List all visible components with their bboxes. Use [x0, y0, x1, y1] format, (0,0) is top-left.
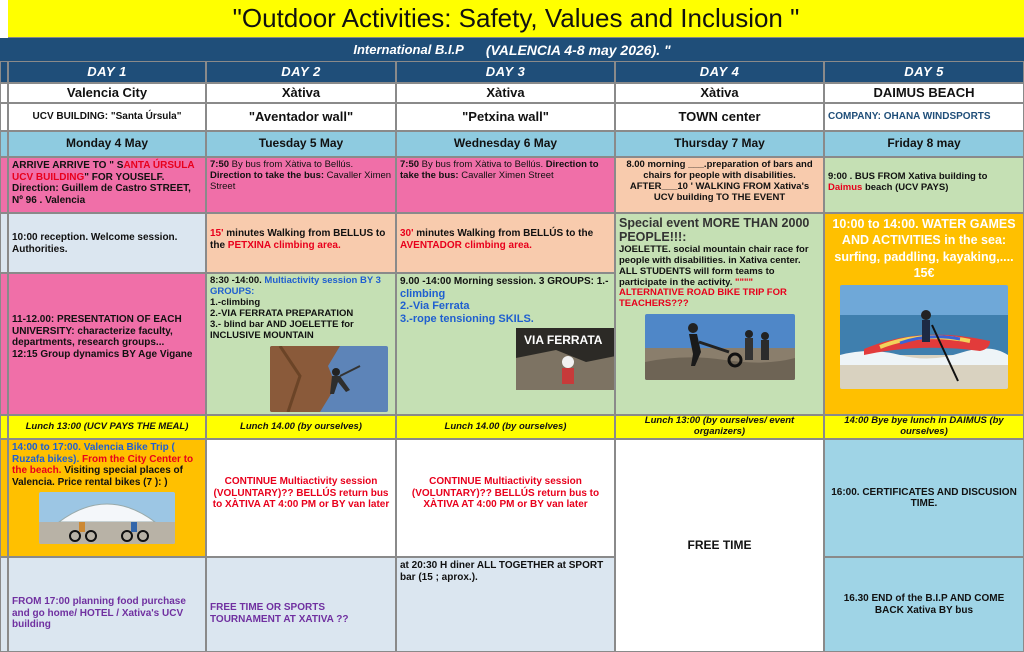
day-1-place: Valencia City [8, 83, 206, 103]
day-3-date: Wednesday 6 May [396, 131, 615, 157]
day-1-bike-trip: 14:00 to 17:00. Valencia Bike Trip ( Ruzafa bikes). From the City Center to the beach. Visiting special places of Valencia. Price rental bikes (7 ): ) [8, 439, 206, 557]
subtitle-dates: (VALENCIA 4-8 may 2026). " [485, 41, 671, 58]
paddle-surf-photo [840, 285, 1008, 389]
day-4-special-event: Special event MORE THAN 2000 PEOPLE!!!: JOELETTE. social mountain chair race for people with disabilities. in Xativa center. ALL STUDENTS will form teams to participate in the activity. """" ALTERNATIVE ROAD BIKE TRIP FOR TEACHERS??? [615, 213, 824, 415]
day-3-morning-session: 9.00 -14:00 Morning session. 3 GROUPS: 1.- climbing 2.-Via Ferrata 3.-rope tensioning SKILS. VIA FERRATA [396, 273, 615, 415]
day-3-dinner: at 20:30 H diner ALL TOGETHER at SPORT bar (15 ; aprox.). [396, 557, 615, 652]
day-4-venue: TOWN center [615, 103, 824, 131]
day-1-venue: UCV BUILDING: "Santa Úrsula" [8, 103, 206, 131]
row-edge [0, 103, 8, 131]
row-edge [0, 61, 8, 83]
row-edge [0, 83, 8, 103]
day-4-morning: 8.00 morning ___.preparation of bars and chairs for people with disabilities. AFTER___10 ' WALKING FROM Xativa's UCV building TO THE EVENT [615, 157, 824, 213]
day-2-lunch: Lunch 14.00 (by ourselves) [206, 415, 396, 439]
day-3-place: Xàtiva [396, 83, 615, 103]
day-5-end: 16.30 END of the B.I.P AND COME BACK Xativa BY bus [824, 557, 1024, 652]
day-2-evening: FREE TIME OR SPORTS TOURNAMENT AT XATIVA ?? [206, 557, 396, 652]
day-5-water-activities: 10:00 to 14:00. WATER GAMES AND ACTIVITIES in the sea: surfing, paddling, kayaking,.... 15€ [824, 213, 1024, 415]
day-2-multiactivity: 8:30 -14:00. Multiactivity session BY 3 GROUPS: 1.-climbing 2.-VIA FERRATA PREPARATION 3.- blind bar AND JOELETTE for INCLUSIVE MOUNTAIN [206, 273, 396, 415]
day-4-lunch: Lunch 13:00 (by ourselves/ event organizers) [615, 415, 824, 439]
day-3-header: DAY 3 [396, 61, 615, 83]
via-ferrata-label: VIA FERRATA [524, 333, 603, 348]
row-edge [0, 415, 8, 439]
day-2-place: Xàtiva [206, 83, 396, 103]
day-5-date: Friday 8 may [824, 131, 1024, 157]
day-4-free-time: FREE TIME [615, 439, 824, 652]
joelette-race-photo [645, 314, 795, 380]
day-4-header: DAY 4 [615, 61, 824, 83]
day-1-lunch: Lunch 13:00 (UCV PAYS THE MEAL) [8, 415, 206, 439]
day-1-presentation: 11-12.00: PRESENTATION OF EACH UNIVERSITY: characterize faculty, departments, research groups... 12:15 Group dynamics BY Age Vigane [8, 273, 206, 415]
day-2-venue: "Aventador wall" [206, 103, 396, 131]
day-2-walk: 15' minutes Walking from BELLUS to the PETXINA climbing area. [206, 213, 396, 273]
day-2-continue: CONTINUE Multiactivity session (VOLUNTARY)?? BELLÚS return bus to XÀTIVA AT 4:00 PM or BY van later [206, 439, 396, 557]
day-5-lunch: 14:00 Bye bye lunch in DAIMUS (by ourselves) [824, 415, 1024, 439]
climbing-photo [270, 346, 388, 412]
row-edge [0, 131, 8, 157]
schedule-table [0, 61, 1024, 650]
row-edge [0, 557, 8, 652]
day-5-certificates: 16:00. CERTIFICATES AND DISCUSION TIME. [824, 439, 1024, 557]
day-1-reception: 10:00 reception. Welcome session. Authorities. [8, 213, 206, 273]
day-4-date: Thursday 7 May [615, 131, 824, 157]
bike-trip-photo [39, 492, 175, 544]
day-1-date: Monday 4 May [8, 131, 206, 157]
subtitle-bar [0, 38, 1024, 61]
day-3-bus: 7:50 By bus from Xàtiva to Bellús. Direction to take the bus: Cavaller Ximen Street [396, 157, 615, 213]
day-2-date: Tuesday 5 May [206, 131, 396, 157]
day-5-bus: 9:00 . BUS FROM Xativa building to Daimus beach (UCV PAYS) [824, 157, 1024, 213]
via-ferrata-photo [516, 328, 615, 390]
day-1-header: DAY 1 [8, 61, 206, 83]
row-edge [0, 157, 8, 213]
row-edge [0, 273, 8, 415]
subtitle-program: International B.I.P [353, 42, 464, 57]
day-3-venue: "Petxina wall" [396, 103, 615, 131]
day-5-venue: COMPANY: OHANA WINDSPORTS [824, 103, 1024, 131]
day-2-header: DAY 2 [206, 61, 396, 83]
row-edge [0, 439, 8, 557]
day-2-bus: 7:50 By bus from Xàtiva to Bellús. Direction to take the bus: Cavaller Ximen Street [206, 157, 396, 213]
day-3-continue: CONTINUE Multiactivity session (VOLUNTARY)?? BELLÚS return bus to XÀTIVA AT 4:00 PM or BY van later [396, 439, 615, 557]
day-5-header: DAY 5 [824, 61, 1024, 83]
day-5-place: DAIMUS BEACH [824, 83, 1024, 103]
day-4-place: Xàtiva [615, 83, 824, 103]
page-title: "Outdoor Activities: Safety, Values and Inclusion " [8, 0, 1024, 38]
row-edge [0, 213, 8, 273]
day-3-walk: 30' minutes Walking from BELLÚS to the AVENTADOR climbing area. [396, 213, 615, 273]
day-1-evening: FROM 17:00 planning food purchase and go home/ HOTEL / Xativa's UCV building [8, 557, 206, 652]
day-3-lunch: Lunch 14.00 (by ourselves) [396, 415, 615, 439]
day-1-arrival: ARRIVE ARRIVE TO " SANTA ÚRSULA UCV BUILDING" FOR YOUSELF. Direction: Guillem de Castro STREET, Nº 96 . Valencia [8, 157, 206, 213]
